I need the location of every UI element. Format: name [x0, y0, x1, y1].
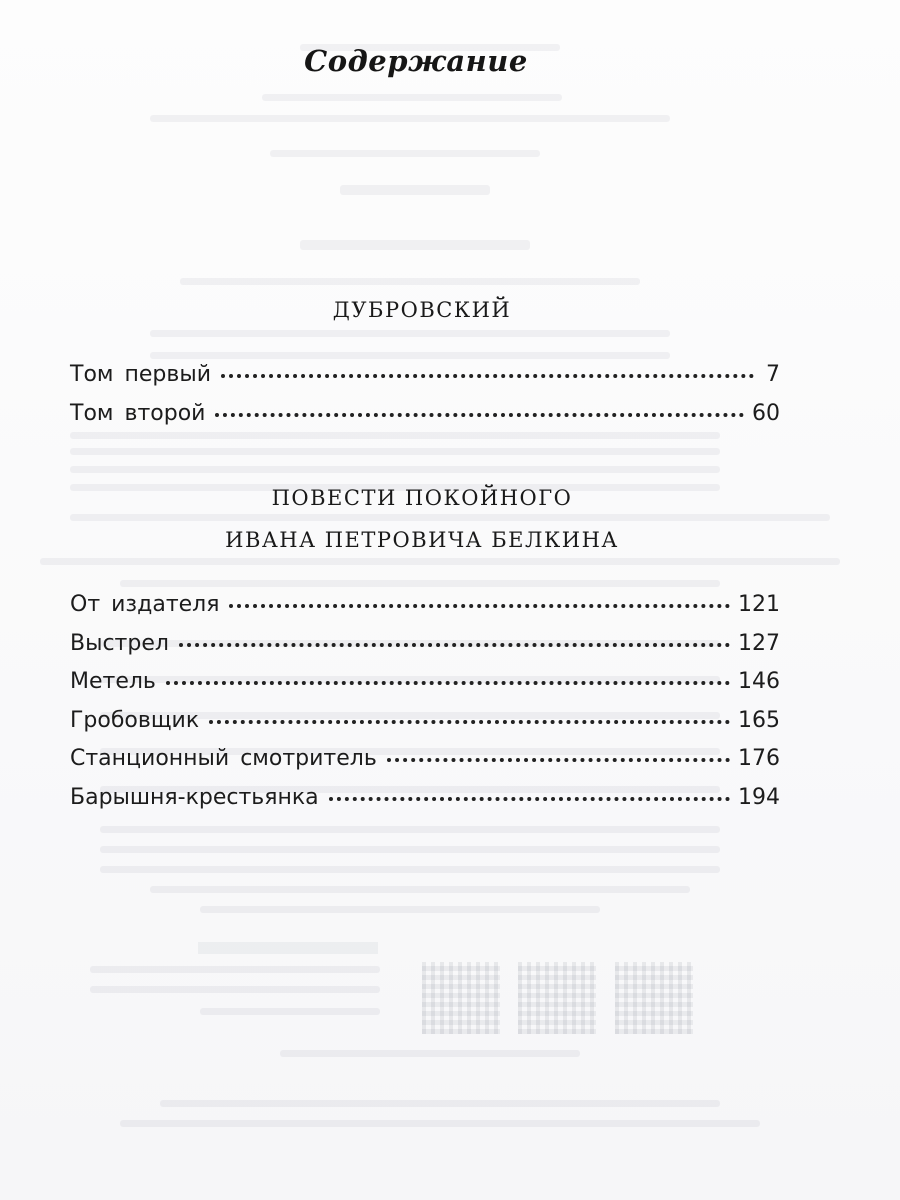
toc-entry-label: Том второй — [70, 400, 206, 426]
toc-entry[interactable] — [70, 785, 780, 824]
toc-entry-label: Выстрел — [70, 630, 169, 656]
dot-leader — [209, 719, 730, 724]
toc-entry[interactable] — [70, 592, 780, 631]
toc-entry[interactable] — [70, 708, 780, 747]
section-heading-belkin-line2: ИВАНА ПЕТРОВИЧА БЕЛКИНА — [225, 528, 619, 552]
toc-entry-label: Метель — [70, 669, 156, 694]
page-title: Содержание — [304, 44, 528, 78]
toc-entry-page: 121 — [738, 592, 780, 617]
toc-entry-page: 127 — [738, 630, 780, 656]
dot-leader — [221, 373, 754, 378]
toc-entry-label: Том первый — [70, 362, 212, 387]
toc-entry[interactable] — [70, 669, 780, 708]
dot-leader — [229, 603, 730, 608]
toc-list-belkin — [70, 592, 780, 823]
toc-entry[interactable] — [70, 362, 780, 401]
toc-entry-label: От издателя — [70, 592, 220, 617]
toc-entry[interactable] — [70, 401, 780, 440]
toc-list-dubrovsky — [70, 362, 780, 439]
toc-entry-page: 7 — [766, 362, 780, 387]
toc-entry-page: 146 — [738, 669, 780, 694]
toc-entry-page: 60 — [752, 400, 780, 426]
dot-leader — [329, 796, 730, 801]
toc-entry-page: 165 — [738, 707, 780, 733]
dot-leader — [179, 642, 730, 647]
toc-entry[interactable] — [70, 746, 780, 785]
toc-entry-page: 176 — [738, 746, 780, 771]
toc-entry-label: Станционный смотритель — [70, 746, 377, 771]
dot-leader — [215, 412, 744, 417]
section-heading-dubrovsky: ДУБРОВСКИЙ — [332, 298, 512, 322]
section-heading-belkin-line1: ПОВЕСТИ ПОКОЙНОГО — [271, 486, 573, 510]
toc-entry-label: Барышня-крестьянка — [70, 784, 319, 810]
dot-leader — [387, 757, 730, 762]
dot-leader — [166, 680, 730, 685]
toc-entry-label: Гробовщик — [70, 707, 200, 733]
toc-entry[interactable] — [70, 631, 780, 670]
toc-entry-page: 194 — [738, 784, 780, 810]
